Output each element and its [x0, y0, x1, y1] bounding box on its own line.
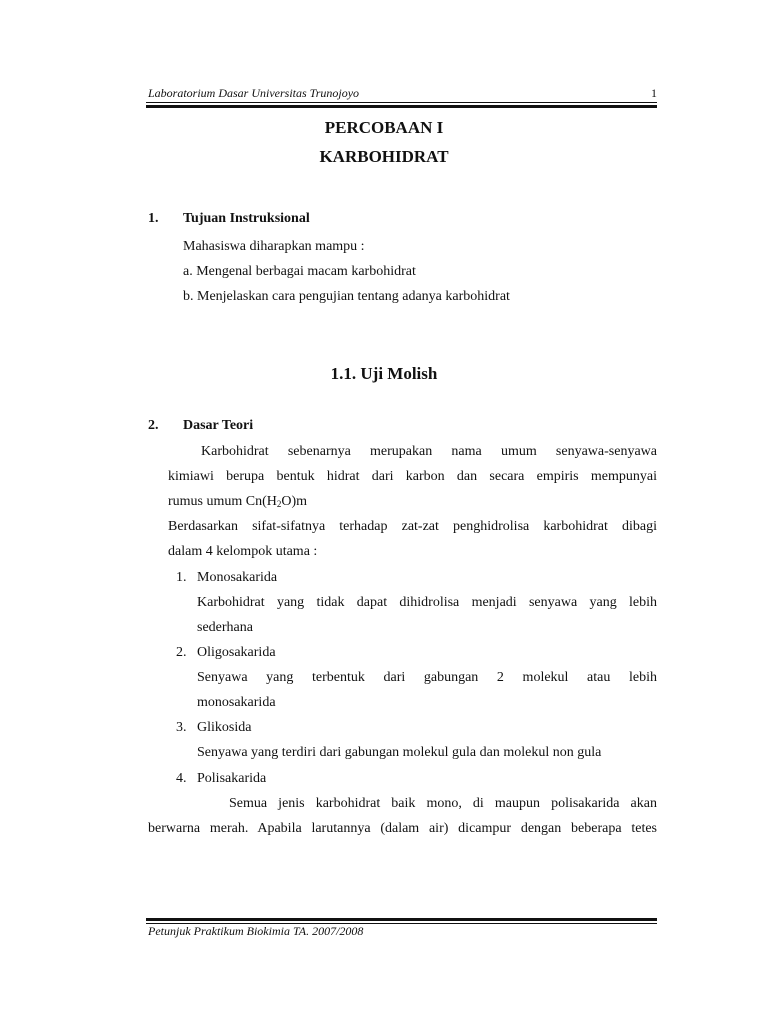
- formula-text: rumus umum Cn(H: [168, 494, 277, 509]
- running-footer: Petunjuk Praktikum Biokimia TA. 2007/2008: [148, 924, 364, 938]
- group-description: Senyawa yang terbentuk dari gabungan 2 molekul atau lebih: [197, 670, 657, 685]
- formula-text: O)m: [281, 494, 308, 509]
- footer-rule-thick: [146, 918, 657, 921]
- group-marker: 2.: [176, 645, 187, 660]
- paragraph-line: kimiawi berupa bentuk hidrat dari karbon dan secara empiris mempunyai: [168, 469, 657, 484]
- header-rule-thick: [146, 105, 657, 108]
- group-marker: 3.: [176, 720, 187, 735]
- group-description: sederhana: [197, 620, 253, 635]
- running-header: Laboratorium Dasar Universitas Trunojoyo: [148, 86, 360, 100]
- objective-item: [183, 284, 510, 309]
- objective-marker: b.: [183, 289, 194, 304]
- page-number: 1: [651, 86, 657, 100]
- formula-line: [168, 489, 307, 514]
- group-marker: 4.: [176, 771, 187, 786]
- section2-heading: Dasar Teori: [183, 418, 254, 433]
- group-name: Polisakarida: [197, 771, 267, 786]
- section1-number: 1.: [148, 211, 159, 226]
- group-name: Glikosida: [197, 720, 252, 735]
- group-marker: 1.: [176, 570, 187, 585]
- objective-text: Menjelaskan cara pengujian tentang adanya karbohidrat: [197, 289, 510, 304]
- paragraph-line: Semua jenis karbohidrat baik mono, di maupun polisakarida akan: [229, 796, 657, 811]
- group-name: Oligosakarida: [197, 645, 276, 660]
- group-name: Monosakarida: [197, 570, 278, 585]
- section2-number: 2.: [148, 418, 159, 433]
- subsection-title: 1.1. Uji Molish: [330, 364, 438, 383]
- section1-intro: Mahasiswa diharapkan mampu :: [183, 239, 365, 254]
- section1-heading: Tujuan Instruksional: [183, 211, 310, 226]
- objective-item: [183, 259, 416, 284]
- objective-marker: a.: [183, 264, 193, 279]
- paragraph-line: Berdasarkan sifat-sifatnya terhadap zat-zat penghidrolisa karbohidrat dibagi: [168, 519, 657, 534]
- paragraph-line: berwarna merah. Apabila larutannya (dalam air) dicampur dengan beberapa tetes: [148, 821, 657, 836]
- formula-subscript: 2: [276, 499, 282, 509]
- header-rule-thin: [146, 102, 657, 103]
- group-description: Senyawa yang terdiri dari gabungan molekul gula dan molekul non gula: [197, 745, 602, 760]
- objective-text: Mengenal berbagai macam karbohidrat: [196, 264, 416, 279]
- document-title: PERCOBAAN I: [324, 118, 444, 137]
- paragraph-line: Karbohidrat sebenarnya merupakan nama umum senyawa-senyawa: [201, 444, 657, 459]
- group-description: Karbohidrat yang tidak dapat dihidrolisa menjadi senyawa yang lebih: [197, 595, 657, 610]
- document-subtitle: KARBOHIDRAT: [319, 147, 449, 166]
- group-description: monosakarida: [197, 695, 276, 710]
- paragraph-line: dalam 4 kelompok utama :: [168, 544, 318, 559]
